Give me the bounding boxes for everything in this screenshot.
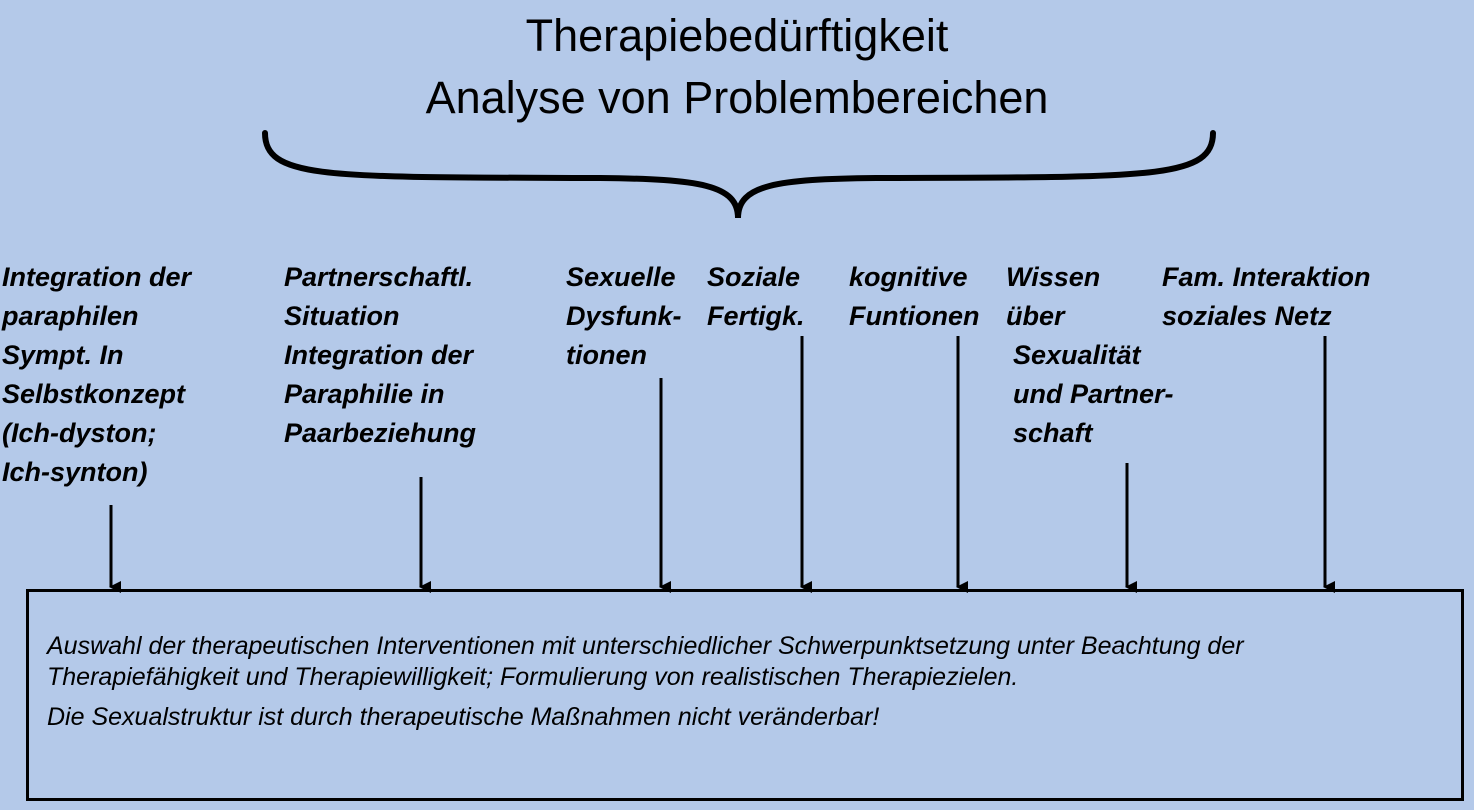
category-line: über [1006,301,1065,331]
category-sexuelle-dysfunktionen [566,258,682,375]
result-text-line-1: Auswahl der therapeutischen Interventionen mit unterschiedlicher Schwerpunktsetzung unter Beachtung der [47,632,1244,660]
category-line: Sexualität [1013,340,1141,370]
category-line: Partnerschaftl. [284,262,474,292]
diagram-title-line-1: Therapiebedürftigkeit [525,10,949,61]
category-line: Fertigk. [707,301,805,331]
category-line: Situation [284,301,400,331]
category-line: Sexuelle [566,262,676,292]
category-line: Paraphilie in [284,379,445,409]
category-soziale-fertigkeiten [707,258,805,336]
category-line: Sympt. In [2,340,124,370]
diagram-subtitle: Analyse von Problembereichen [425,72,1049,123]
category-line: und Partner- [1013,379,1174,409]
category-line: (Ich-dyston; [2,418,157,448]
category-line: tionen [566,340,647,370]
category-line: Paarbeziehung [284,418,477,448]
category-kognitive-funktionen [849,258,979,336]
category-line: Selbstkonzept [2,379,186,409]
category-familiaere-interaktion [1162,258,1371,336]
category-line: schaft [1013,418,1093,448]
category-wissen-sexualitaet [1006,258,1174,453]
category-integration-paraphilie [2,258,191,492]
category-line: Fam. Interaktion [1162,262,1371,292]
curly-brace [265,133,1213,218]
category-partnerschaftliche-situation [284,258,476,453]
category-line: Integration der [2,262,192,292]
category-line: paraphilen [2,301,139,331]
result-text-line-3: Die Sexualstruktur ist durch therapeutische Maßnahmen nicht veränderbar! [47,703,880,731]
result-box [26,589,1464,801]
category-line: kognitive [849,262,968,292]
category-line: Soziale [707,262,801,292]
result-text-line-2: Therapiefähigkeit und Therapiewilligkeit; Formulierung von realistischen Therapiezielen. [47,663,1019,691]
category-line: Integration der [284,340,474,370]
category-line: Wissen [1006,262,1101,292]
category-line: Funtionen [849,301,980,331]
category-line: Ich-synton) [2,457,148,487]
category-line: soziales Netz [1162,301,1332,331]
category-line: Dysfunk- [566,301,682,331]
